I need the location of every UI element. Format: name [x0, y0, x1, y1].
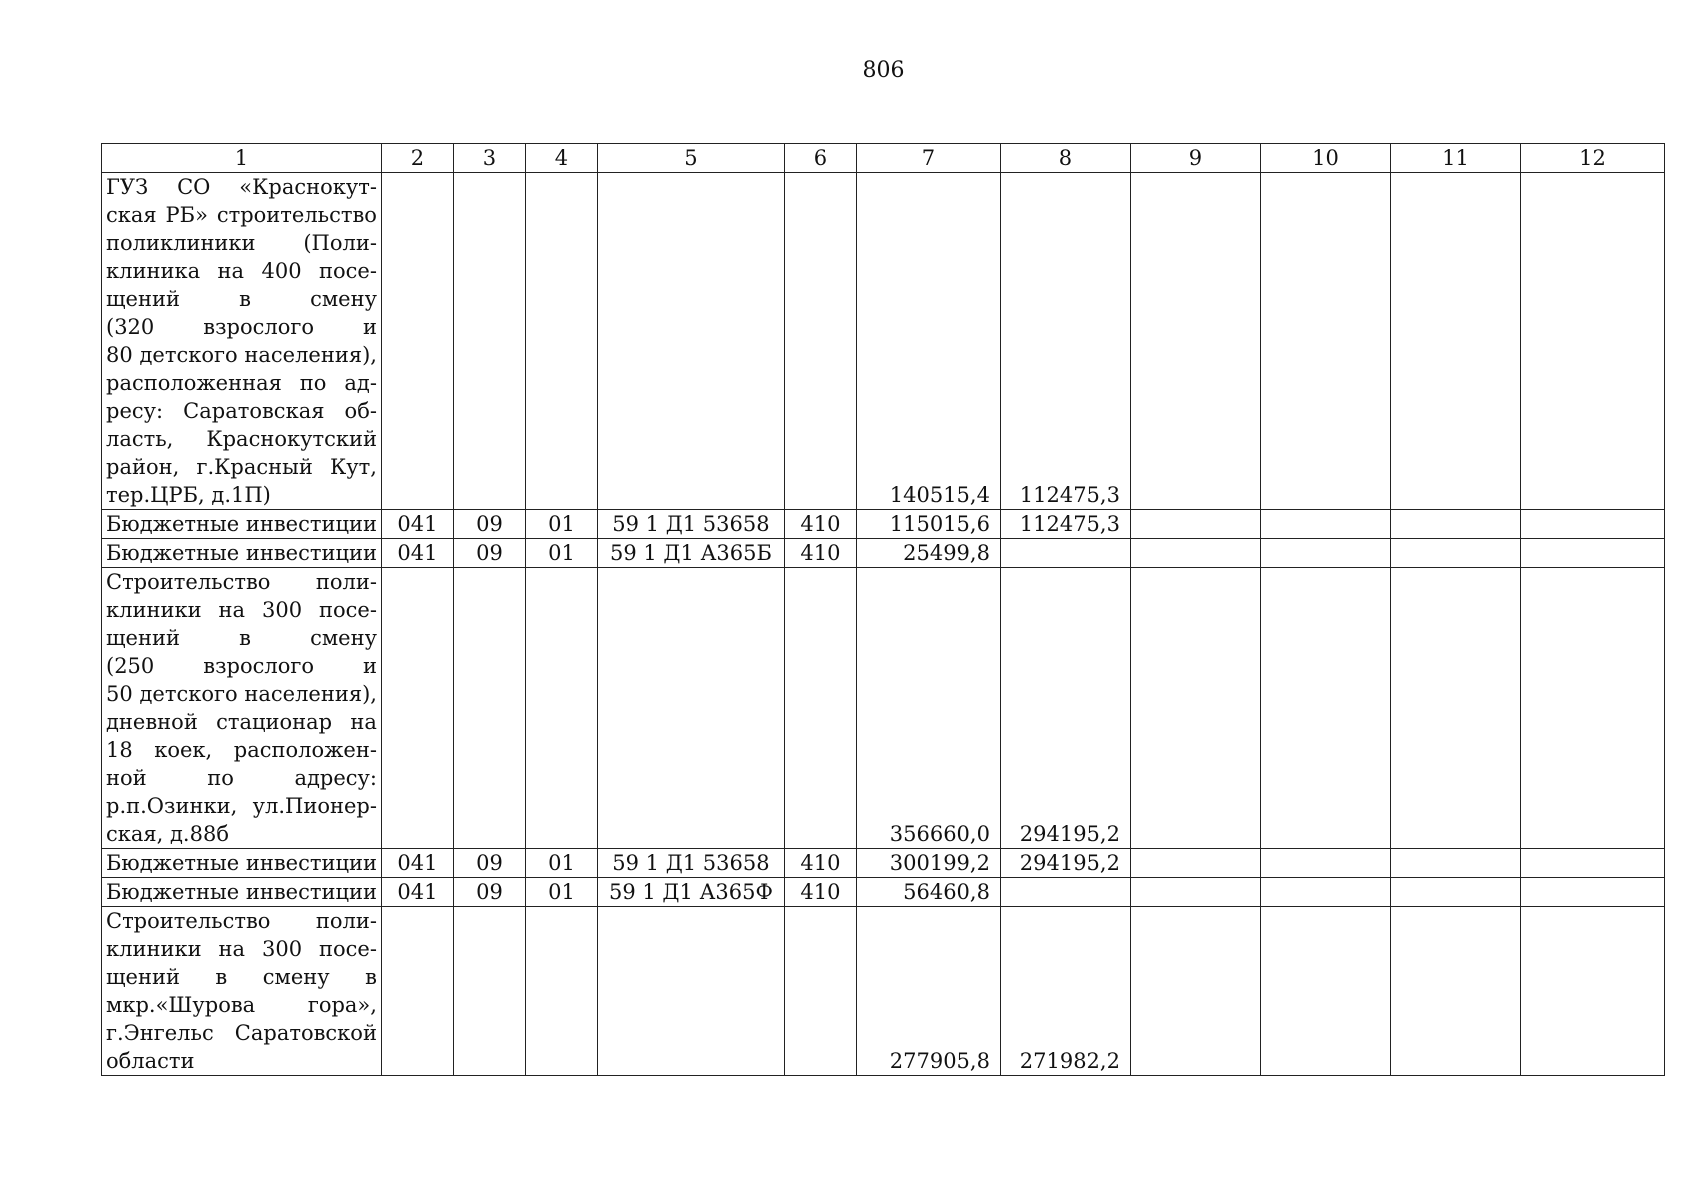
code-cell: 410 [784, 539, 856, 568]
code-cell: 09 [453, 849, 525, 878]
code-cell: 041 [381, 539, 453, 568]
amount-cell: 277905,8 [856, 907, 1000, 1076]
amount-cell: 294195,2 [1000, 568, 1130, 849]
column-header: 1 [102, 144, 382, 173]
empty-cell [784, 173, 856, 510]
table-row [102, 539, 1665, 568]
code-cell: 041 [381, 849, 453, 878]
description-line: клиника на 400 посе- [106, 259, 377, 283]
description-line: 18 коек, расположен- [106, 738, 377, 762]
object-row [102, 568, 1665, 849]
code-cell: 01 [525, 849, 597, 878]
amount-cell: 112475,3 [1000, 173, 1130, 510]
description-line: области [106, 1049, 195, 1073]
empty-cell [1390, 173, 1520, 510]
description-line: район, г.Красный Кут, [106, 455, 377, 479]
empty-cell [1520, 849, 1664, 878]
empty-cell [1520, 173, 1664, 510]
code-cell: 410 [784, 849, 856, 878]
column-header: 6 [784, 144, 856, 173]
column-header: 5 [597, 144, 784, 173]
description-line: ГУЗ СО «Краснокут- [106, 175, 377, 199]
empty-cell [525, 568, 597, 849]
expense-type-cell: Бюджетные инвестиции [102, 878, 382, 907]
expense-type-cell: Бюджетные инвестиции [102, 849, 382, 878]
empty-cell [1260, 849, 1390, 878]
description-line: дневной стационар на [106, 710, 377, 734]
empty-cell [525, 907, 597, 1076]
description-line: мкр.«Шурова гора», [106, 993, 377, 1017]
code-cell: 410 [784, 510, 856, 539]
column-header: 3 [453, 144, 525, 173]
code-cell: 59 1 Д1 А365Б [597, 539, 784, 568]
empty-cell [1260, 907, 1390, 1076]
table-row [102, 849, 1665, 878]
empty-cell [597, 568, 784, 849]
header-row [102, 144, 1665, 173]
empty-cell [1130, 878, 1260, 907]
empty-cell [1130, 510, 1260, 539]
empty-cell [1520, 510, 1664, 539]
amount-cell: 300199,2 [856, 849, 1000, 878]
description-line: (250 взрослого и [106, 654, 377, 678]
description-line: г.Энгельс Саратовской [106, 1021, 377, 1045]
amount-cell: 115015,6 [856, 510, 1000, 539]
empty-cell [1390, 539, 1520, 568]
table-row [102, 510, 1665, 539]
description-line: ресу: Саратовская об- [106, 399, 377, 423]
amount-cell: 294195,2 [1000, 849, 1130, 878]
code-cell: 59 1 Д1 53658 [597, 510, 784, 539]
description-line: тер.ЦРБ, д.1П) [106, 483, 271, 507]
object-row [102, 907, 1665, 1076]
column-header: 10 [1260, 144, 1390, 173]
description-line: расположенная по ад- [106, 371, 377, 395]
description-line: 80 детского населения), [106, 343, 377, 367]
column-header: 8 [1000, 144, 1130, 173]
empty-cell [1130, 539, 1260, 568]
amount-cell: 112475,3 [1000, 510, 1130, 539]
table-row [102, 878, 1665, 907]
object-description [102, 568, 382, 849]
column-header: 9 [1130, 144, 1260, 173]
empty-cell [1130, 568, 1260, 849]
description-line: щений в смену [106, 287, 377, 311]
amount-cell: 271982,2 [1000, 907, 1130, 1076]
object-row [102, 173, 1665, 510]
column-header: 7 [856, 144, 1000, 173]
column-header: 11 [1390, 144, 1520, 173]
description-line: щений в смену в [106, 965, 377, 989]
expense-type-cell: Бюджетные инвестиции [102, 539, 382, 568]
description-line: ласть, Краснокутский [106, 427, 377, 451]
amount-cell [1000, 539, 1130, 568]
code-cell: 59 1 Д1 53658 [597, 849, 784, 878]
empty-cell [784, 907, 856, 1076]
description-line: р.п.Озинки, ул.Пионер- [106, 794, 377, 818]
empty-cell [1260, 878, 1390, 907]
empty-cell [381, 568, 453, 849]
description-line: поликлиники (Поли- [106, 231, 377, 255]
empty-cell [1260, 510, 1390, 539]
empty-cell [1390, 568, 1520, 849]
empty-cell [453, 173, 525, 510]
empty-cell [784, 568, 856, 849]
description-line: Строительство поли- [106, 570, 377, 594]
empty-cell [1130, 173, 1260, 510]
amount-cell: 140515,4 [856, 173, 1000, 510]
object-description [102, 173, 382, 510]
description-line: 50 детского населения), [106, 682, 377, 706]
empty-cell [1520, 568, 1664, 849]
empty-cell [1130, 849, 1260, 878]
empty-cell [1390, 878, 1520, 907]
code-cell: 59 1 Д1 А365Ф [597, 878, 784, 907]
code-cell: 01 [525, 878, 597, 907]
expense-type-cell: Бюджетные инвестиции [102, 510, 382, 539]
column-header: 2 [381, 144, 453, 173]
empty-cell [1260, 568, 1390, 849]
code-cell: 041 [381, 510, 453, 539]
description-line: клиники на 300 посе- [106, 937, 377, 961]
empty-cell [1130, 907, 1260, 1076]
empty-cell [453, 907, 525, 1076]
description-line: ская РБ» строительство [106, 203, 377, 227]
object-description [102, 907, 382, 1076]
empty-cell [597, 907, 784, 1076]
description-line: ной по адресу: [106, 766, 377, 790]
empty-cell [597, 173, 784, 510]
column-header: 4 [525, 144, 597, 173]
empty-cell [1260, 539, 1390, 568]
empty-cell [1390, 907, 1520, 1076]
code-cell: 410 [784, 878, 856, 907]
amount-cell: 356660,0 [856, 568, 1000, 849]
empty-cell [525, 173, 597, 510]
description-line: клиники на 300 посе- [106, 598, 377, 622]
code-cell: 09 [453, 878, 525, 907]
description-line: Строительство поли- [106, 909, 377, 933]
empty-cell [1520, 907, 1664, 1076]
empty-cell [453, 568, 525, 849]
budget-table [101, 143, 1665, 1076]
code-cell: 041 [381, 878, 453, 907]
empty-cell [381, 173, 453, 510]
amount-cell: 56460,8 [856, 878, 1000, 907]
code-cell: 01 [525, 510, 597, 539]
empty-cell [381, 907, 453, 1076]
amount-cell [1000, 878, 1130, 907]
description-line: (320 взрослого и [106, 315, 377, 339]
code-cell: 01 [525, 539, 597, 568]
code-cell: 09 [453, 510, 525, 539]
empty-cell [1390, 510, 1520, 539]
empty-cell [1390, 849, 1520, 878]
empty-cell [1260, 173, 1390, 510]
code-cell: 09 [453, 539, 525, 568]
description-line: ская, д.88б [106, 822, 229, 846]
empty-cell [1520, 878, 1664, 907]
page-number: 806 [862, 58, 905, 83]
amount-cell: 25499,8 [856, 539, 1000, 568]
description-line: щений в смену [106, 626, 377, 650]
column-header: 12 [1520, 144, 1664, 173]
empty-cell [1520, 539, 1664, 568]
